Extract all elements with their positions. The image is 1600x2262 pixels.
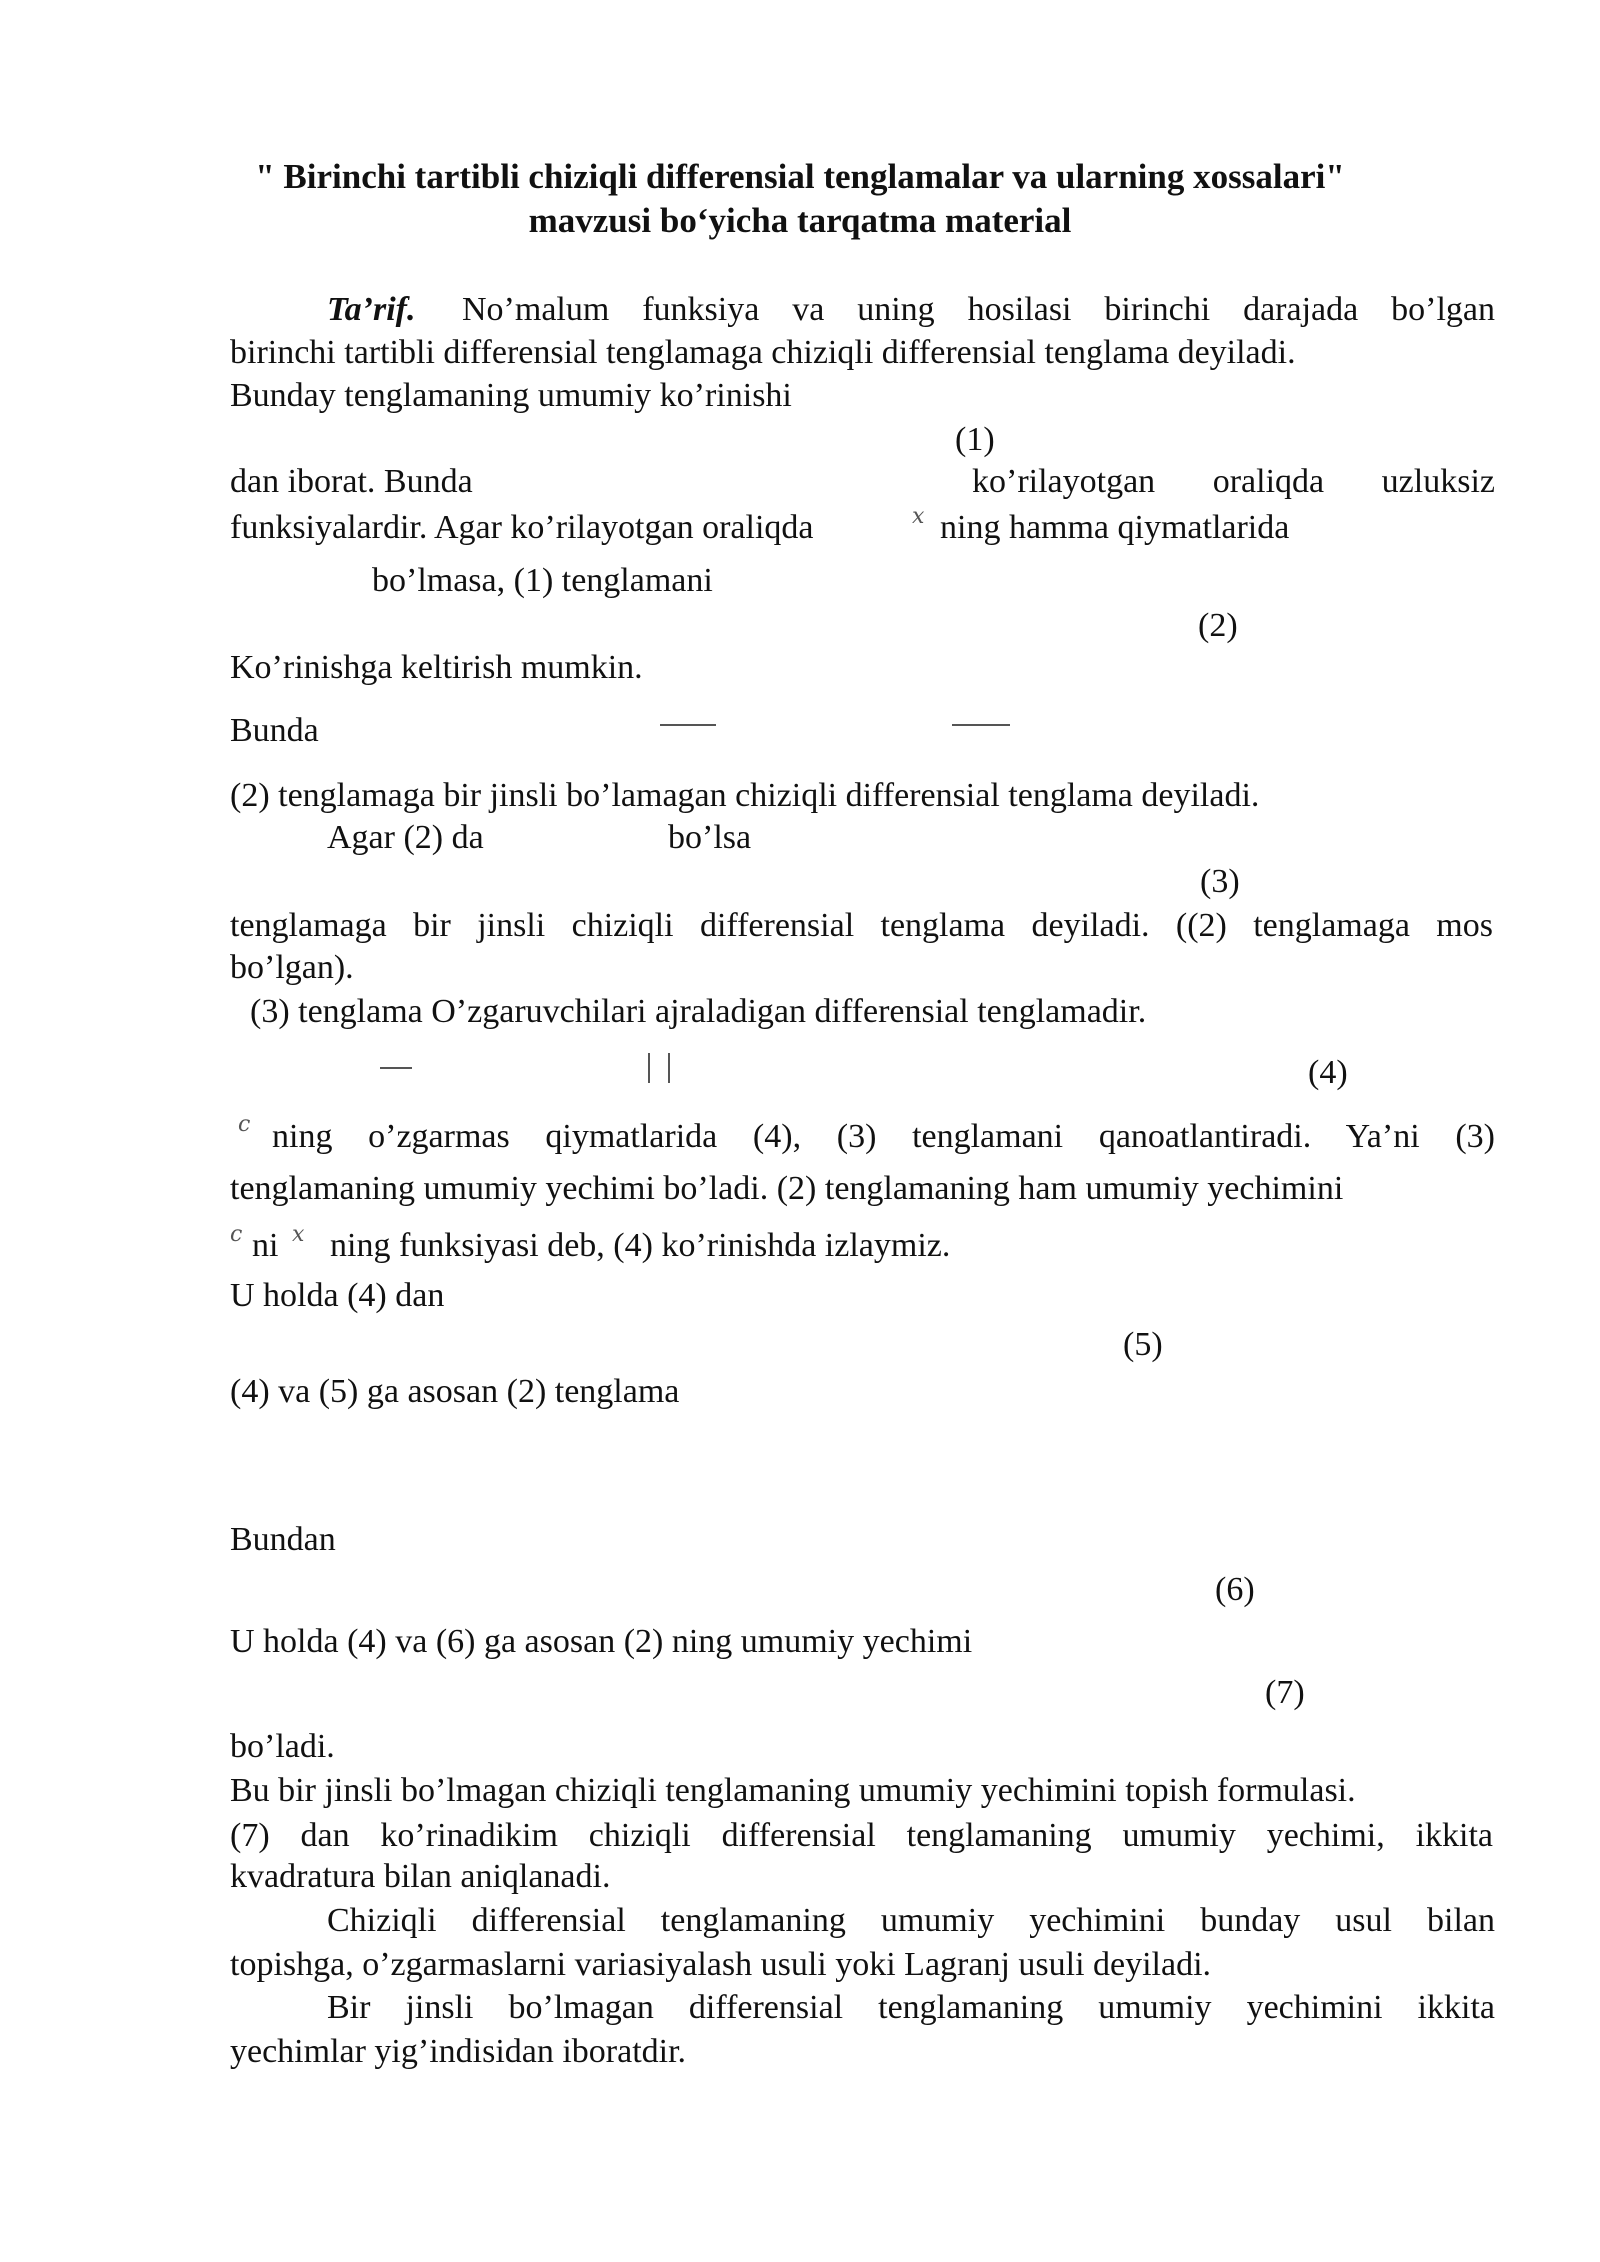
conclusion-line6: Bir jinsli bo’lmagan differensial tenglamaning umumiy yechimini ikkita [327,1989,1495,2026]
paragraph2-line2-right: bo’lsa [668,819,752,856]
paragraph1-line2-left: funksiyalardir. Agar ko’rilayotgan oraliqda [230,509,814,546]
paragraph1-line4: Ko’rinishga keltirish mumkin. [230,649,643,686]
paragraph2-line3: tenglamaga bir jinsli chiziqli differensial tenglama deyiladi. ((2) tenglamaga mos [230,907,1493,944]
conclusion-line3: kvadratura bilan aniqlanadi. [230,1858,611,1895]
paragraph2-line4: bo’lgan). [230,949,354,986]
definition-line3: Bunday tenglamaning umumiy ko’rinishi [230,377,792,414]
absolute-bar-right [668,1053,670,1083]
paragraph1-line2-right: ning hamma qiymatlarida [940,509,1290,546]
conclusion-line5: topishga, o’zgarmaslarni variasiyalash usuli yoki Lagranj usuli deyiladi. [230,1946,1212,1983]
paragraph2-line2-left: Agar (2) da [327,819,484,856]
paragraph3-line3-right: ning funksiyasi deb, (4) ko’rinishda izlaymiz. [330,1227,951,1264]
equation-number-2: (2) [1198,607,1238,644]
paragraph1-line1-left: dan iborat. Bunda [230,463,473,500]
definition-label: Ta’rif. [327,291,416,328]
fraction-bar-2 [952,724,1010,726]
paragraph2-line5: (3) tenglama O’zgaruvchilari ajraladigan differensial tenglamadir. [250,993,1147,1030]
paragraph2-line1: (2) tenglamaga bir jinsli bo’lamagan chiziqli differensial tenglama deyiladi. [230,777,1260,814]
conclusion-line4: Chiziqli differensial tenglamaning umumiy yechimini bunday usul bilan [327,1902,1495,1939]
absolute-bar-left [648,1053,650,1083]
paragraph3-line1: ning o’zgarmas qiymatlarida (4), (3) tenglamani qanoatlantiradi. Ya’ni (3) [272,1118,1495,1155]
constant-c-symbol: c [238,1112,251,1137]
equation-number-4: (4) [1308,1054,1348,1091]
document-title-line1: " Birinchi tartibli chiziqli differensial tenglamalar va ularning xossalari" [255,157,1345,196]
paragraph3-line3-left: ni [252,1227,279,1264]
paragraph3-line8: bo’ladi. [230,1728,335,1765]
paragraph3-line4: U holda (4) dan [230,1277,445,1314]
paragraph3-line2: tenglamaning umumiy yechimi bo’ladi. (2) tenglamaning ham umumiy yechimini [230,1170,1344,1207]
definition-line2: birinchi tartibli differensial tenglamaga chiziqli differensial tenglama deyiladi. [230,334,1296,371]
variable-x-symbol: x [912,504,925,529]
constant-c-symbol-2: c [230,1222,243,1247]
paragraph3-line6: Bundan [230,1521,336,1558]
conclusion-line7: yechimlar yig’indisidan iboratdir. [230,2033,687,2070]
equation-number-3: (3) [1200,863,1240,900]
equation-number-5: (5) [1123,1326,1163,1363]
conclusion-line1: Bu bir jinsli bo’lmagan chiziqli tenglamaning umumiy yechimini topish formulasi. [230,1772,1356,1809]
conclusion-line2: (7) dan ko’rinadikim chiziqli differensial tenglamaning umumiy yechimi, ikkita [230,1817,1493,1854]
fraction-bar-3 [380,1067,412,1069]
equation-number-6: (6) [1215,1571,1255,1608]
fraction-bar-1 [660,724,716,726]
paragraph1-line1-right: ko’rilayotgan oraliqda uzluksiz [972,463,1495,500]
paragraph3-line7: U holda (4) va (6) ga asosan (2) ning umumiy yechimi [230,1623,973,1660]
definition-line1: No’malum funksiya va uning hosilasi birinchi darajada bo’lgan [462,291,1495,328]
equation-number-7: (7) [1265,1674,1305,1711]
document-title-line2: mavzusi bo‘yicha tarqatma material [528,201,1072,240]
variable-x-symbol-2: x [292,1222,305,1247]
equation-number-1: (1) [955,421,995,458]
paragraph1-line3: bo’lmasa, (1) tenglamani [372,562,713,599]
paragraph2-bunda: Bunda [230,712,319,749]
paragraph3-line5: (4) va (5) ga asosan (2) tenglama [230,1373,680,1410]
